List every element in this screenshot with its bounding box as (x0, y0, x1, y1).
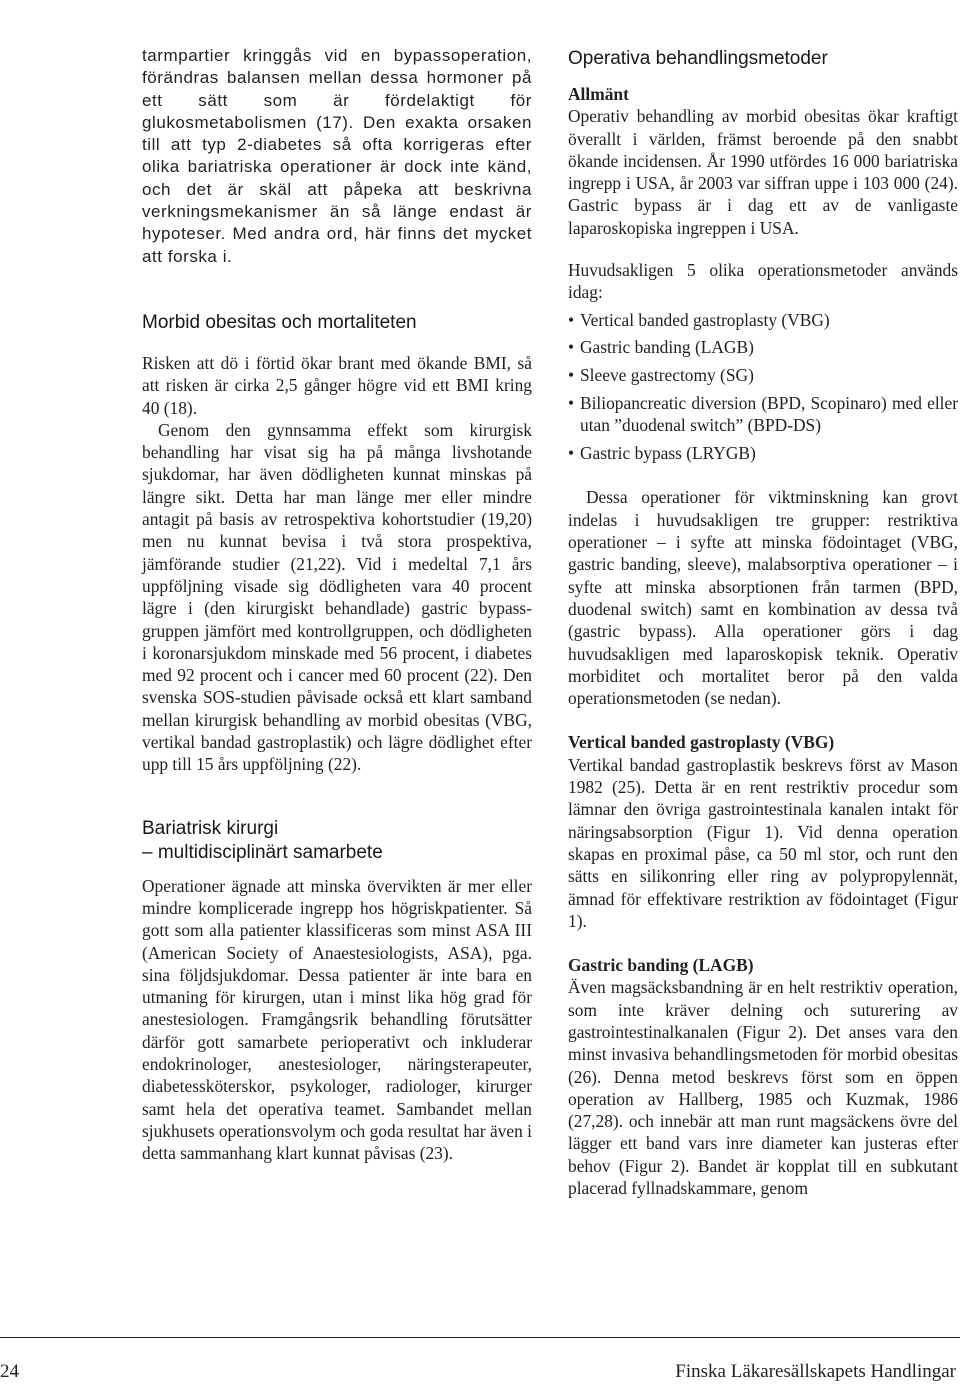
allmant-paragraph: Operativ behandling av morbid obesitas ökar kraftigt överallt i världen, främst beroende på den snabbt ökande incidensen. År 1990 utfördes 16 000 bariatriska ingrepp i USA, år 2003 var siffran uppe i 103 000 (24). Gastric bypass är i dag ett av de vanligaste laparoskopiska ingreppen i USA. (568, 106, 958, 238)
section-heading-operative: Operativa behandlingsmetoder (568, 48, 828, 69)
subheading-allmant: Allmänt (568, 84, 629, 104)
section-heading-mortality: Morbid obesitas och mortaliteten (142, 311, 417, 333)
list-item: • Gastric banding (LAGB) (568, 336, 958, 358)
vbg-paragraph: Vertikal bandad gastroplastik beskrevs först av Mason 1982 (25). Detta är en rent restriktiv procedur som lämnar den övriga gastrointestinala kanalen intakt för näringsabsorption (Figur 1). Vid denna operation skapas en proximal påse, ca 50 ml stor, och runt den sätts en silikonring eller ring av polypropylennät, ämnad för effektivare restriktion av födointaget (Figur 1). (568, 754, 958, 931)
section-heading-bariatric-line2: – multidisciplinärt samarbete (142, 841, 383, 863)
left-column (142, 45, 532, 1164)
footer-rule (0, 1337, 960, 1338)
intro-paragraph: tarmpartier kringgås vid en bypassoperation, förändras balansen mellan dessa hormoner på ett sätt som är fördelaktigt för glukosmetabolismen (17). Den exakta orsaken till att typ 2-diabetes så ofta korrigeras efter olika bariatriska operationer är dock inte känd, och det är skäl att påpeka att beskrivna verkningsmekanismer än så länge endast är hypoteser. Med andra ord, här finns det mycket att forska i. (142, 46, 532, 266)
right-column (568, 47, 958, 1199)
methods-intro: Huvudsakligen 5 olika operationsmetoder används idag: (568, 260, 958, 303)
lagb-paragraph: Även magsäcksbandning är en helt restriktiv operation, som inte kräver delning och suturering av gastrointestinalkanalen (Figur 2). Det anses vara den minst invasiva behandlingsmetoden för morbid obesitas (26). Denna metod beskrevs först som en öppen operation av Hallberg, 1985 och Kuzmak, 1986 (27,28). och innebär att man runt magsäckens övre del lägger ett band vars inre diameter kan justeras efter behov (Figur 2). Bandet är kopplat till en subkutant placerad fyllnadskammare, genom (568, 977, 958, 1199)
list-item: • Sleeve gastrectomy (SG) (568, 364, 958, 386)
list-item: • Vertical banded gastroplasty (VBG) (568, 309, 958, 331)
bariatric-paragraph: Operationer ägnade att minska övervikten är mer eller mindre komplicerade ingrepp hos högriskpatienter. Så gott som alla patienter klassificeras som minst ASA III (American Society of Anaestesiologists, ASA), pga. sina följdsjukdomar. Dessa patienter är inte bara en utmaning för kirurgen, utan i minst lika hög grad för anestesiologen. Framgångsrik behandling förutsätter därför gott samarbete perioperativt och inkluderar endokrinologer, anestesiologer, näringsterapeuter, diabetessköterskor, psykologer, radiologer, kirurger samt hela det operativa teamet. Sambandet mellan sjukhusets operationsvolym och goda resultat har även i detta sammanhang klart kunnat påvisas (23). (142, 875, 532, 1164)
page-number: 24 (0, 1361, 19, 1382)
mortality-paragraph-1: Risken att dö i förtid ökar brant med ökande BMI, så att risken är cirka 2,5 gånger högre vid ett BMI kring 40 (18). (142, 352, 532, 418)
list-item: • Gastric bypass (LRYGB) (568, 442, 958, 464)
methods-list (568, 309, 958, 465)
groups-paragraph: Dessa operationer för viktminskning kan grovt indelas i huvudsakligen tre grupper: restriktiva operationer – i syfte att minska födointaget (VBG, gastric banding, sleeve), malabsorptiva operationer – i syfte att minska absorptionen från tarmen (BPD, duodenal switch) samt en kombination av dessa två (gastric bypass). Alla operationer görs i dag huvudsakligen med laparoskopisk teknik. Operativ morbiditet och mortalitet beror på den valda operationsmetoden (se nedan). (568, 487, 958, 709)
subheading-lagb: Gastric banding (LAGB) (568, 955, 754, 976)
journal-title: Finska Läkaresällskapets Handlingar (675, 1361, 956, 1382)
mortality-paragraph-2: Genom den gynnsamma effekt som kirurgisk behandling har visat sig ha på många livshotande sjukdomar, har även dödligheten kunnat minskas på längre sikt. Detta har man länge mer eller mindre antagit på basis av retrospektiva kohortstudier (19,20) men nu kunnat bevisa i två stora prospektiva, jämförande studier (21,22). Vid i medeltal 7,1 års uppföljning visade sig dödligheten vara 40 procent lägre i (den kirurgiskt behandlade) gastric bypass-gruppen jämfört med kontrollgruppen, och dödligheten i koronarsjukdom minskade med 56 procent, i diabetes med 92 procent och i cancer med 60 procent (22). Den svenska SOS-studien påvisade också ett klart samband mellan kirurgisk behandling av morbid obesitas (VBG, vertikal bandad gastroplastik) och lägre dödlighet efter upp till 15 års uppföljning (22). (142, 419, 532, 775)
subheading-vbg: Vertical banded gastroplasty (VBG) (568, 732, 835, 753)
section-heading-bariatric (142, 817, 532, 865)
list-item: • Biliopancreatic diversion (BPD, Scopinaro) med eller utan ”duodenal switch” (BPD-DS) (568, 392, 958, 437)
section-heading-bariatric-line1: Bariatrisk kirurgi (142, 817, 279, 839)
